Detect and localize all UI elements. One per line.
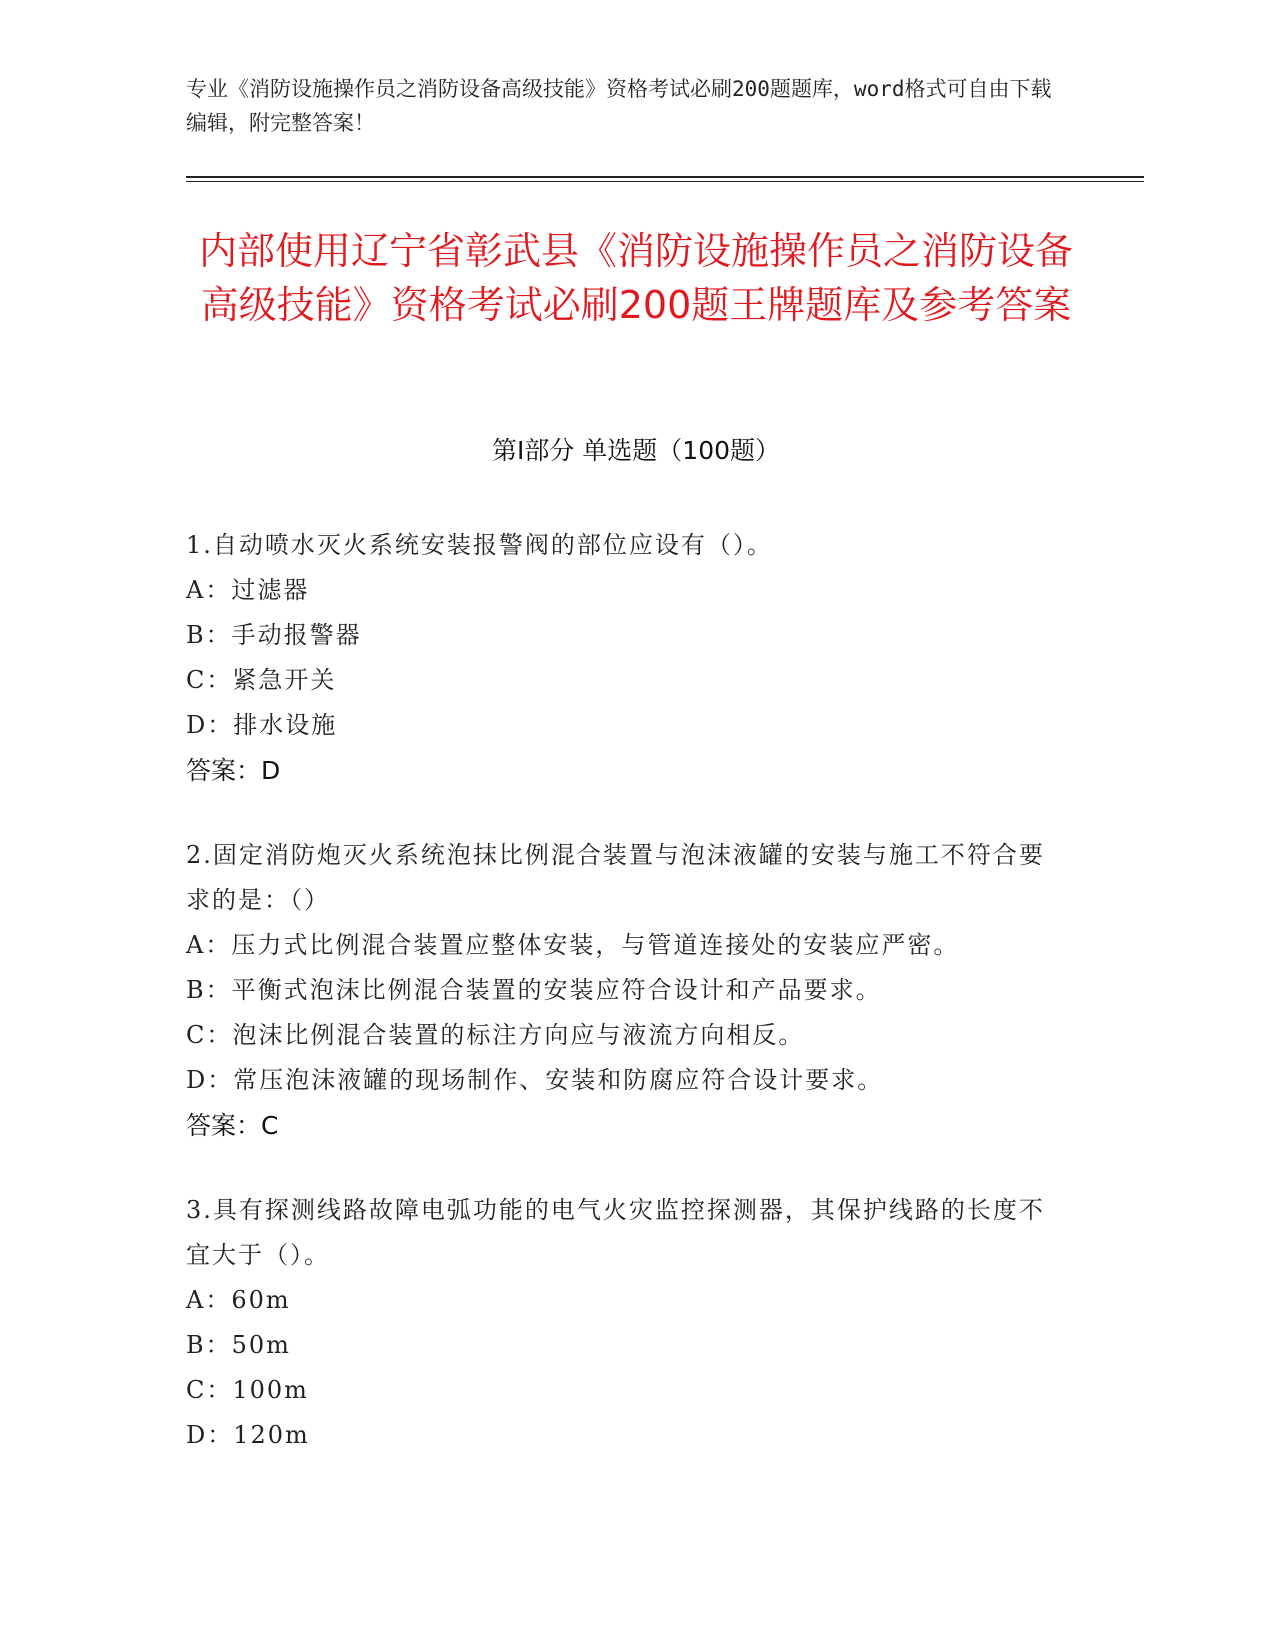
option-b: B：手动报警器 — [186, 621, 362, 649]
option-b: B：平衡式泡沫比例混合装置的安装应符合设计和产品要求。 — [186, 976, 882, 1004]
question-text: 3.具有探测线路故障电弧功能的电气火灾监控探测器，其保护线路的长度不宜大于（）。 — [186, 1196, 1045, 1269]
header-rule-thick — [186, 176, 1144, 178]
option-c: C：100m — [186, 1376, 309, 1404]
option-a: A：60m — [186, 1286, 291, 1314]
option-b: B：50m — [186, 1331, 291, 1359]
answer: 答案：D — [186, 756, 281, 785]
question-1 — [186, 523, 1066, 793]
option-a: A：过滤器 — [186, 576, 310, 604]
option-d: D：排水设施 — [186, 711, 338, 739]
option-c: C：泡沫比例混合装置的标注方向应与液流方向相反。 — [186, 1021, 805, 1049]
question-2 — [186, 833, 1066, 1148]
question-list — [186, 523, 1066, 1498]
header-note: 专业《消防设施操作员之消防设备高级技能》资格考试必刷200题题库，word格式可自由下载编辑，附完整答案！ — [186, 77, 1052, 135]
option-c: C：紧急开关 — [186, 666, 337, 694]
answer: 答案：C — [186, 1111, 279, 1140]
question-text: 1.自动喷水灭火系统安装报警阀的部位应设有（）。 — [186, 531, 773, 559]
question-3 — [186, 1188, 1066, 1458]
header-rule-thin — [186, 181, 1144, 182]
question-text: 2.固定消防炮灭火系统泡抹比例混合装置与泡沫液罐的安装与施工不符合要求的是：（） — [186, 841, 1045, 914]
option-a: A：压力式比例混合装置应整体安装，与管道连接处的安装应严密。 — [186, 931, 960, 959]
section-title: 第I部分 单选题（100题） — [491, 436, 781, 465]
option-d: D：120m — [186, 1421, 310, 1449]
option-d: D：常压泡沫液罐的现场制作、安装和防腐应符合设计要求。 — [186, 1066, 884, 1094]
document-title: 内部使用辽宁省彰武县《消防设施操作员之消防设备高级技能》资格考试必刷200题王牌题库及参考答案 — [198, 229, 1073, 327]
